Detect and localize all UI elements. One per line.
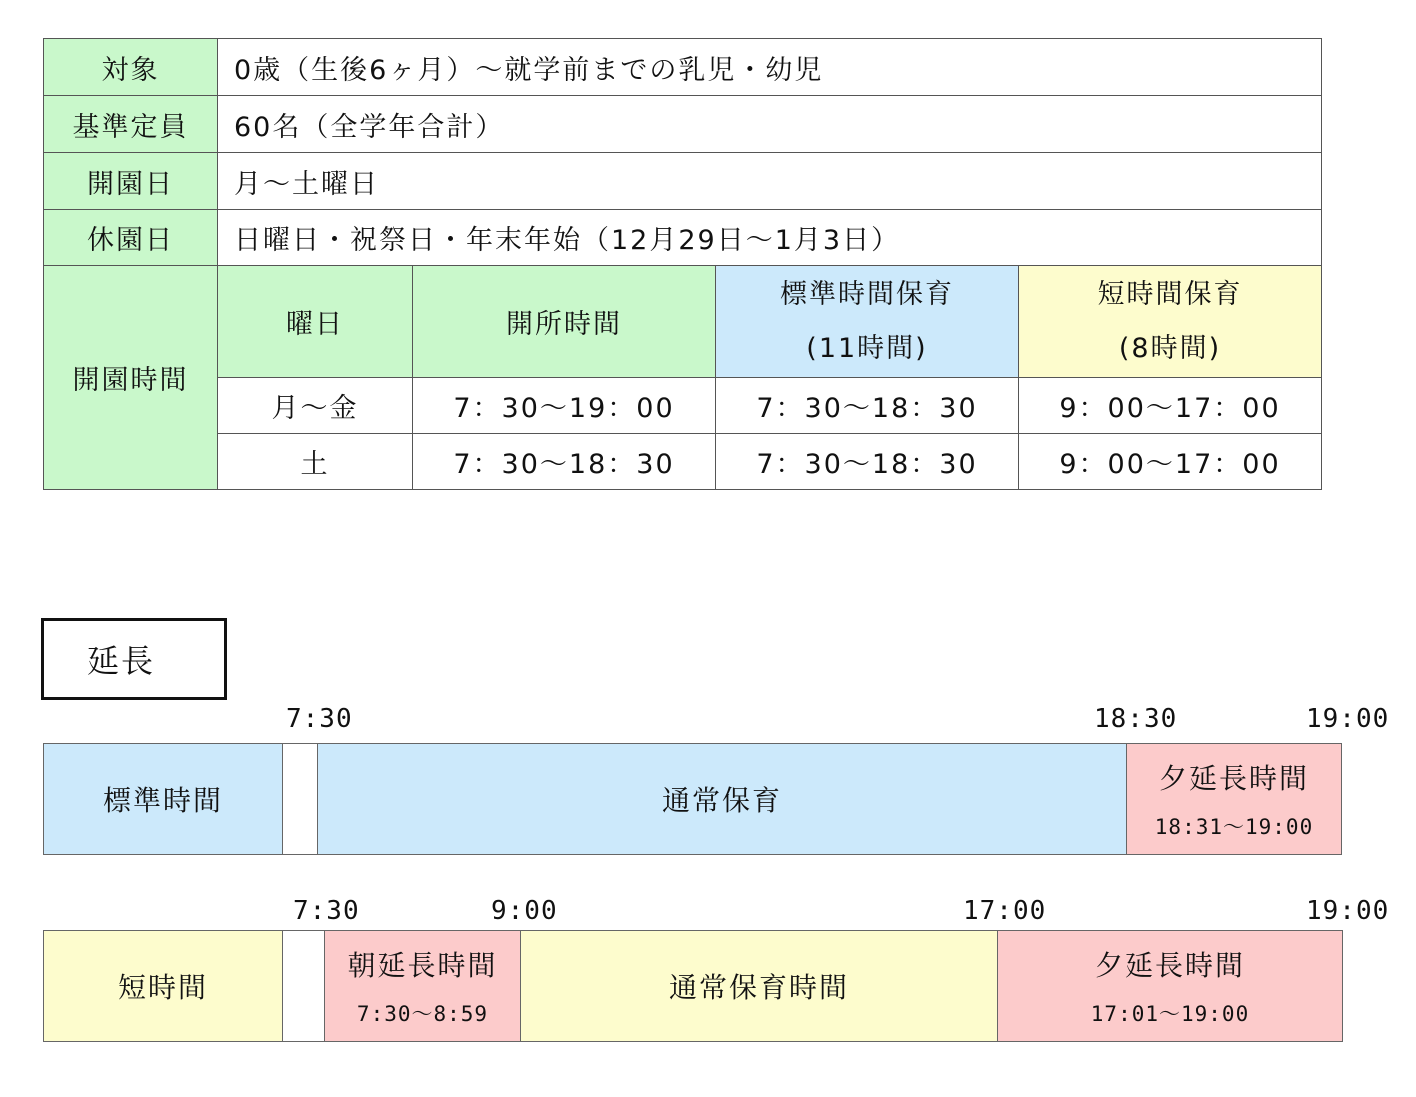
row-label-target: 対象 — [43, 38, 218, 96]
row-label-closed-days: 休園日 — [43, 209, 218, 266]
standard-bar-gap — [282, 743, 318, 855]
short-bar-evening-extension — [997, 930, 1343, 1042]
row-value-open-days: 月～土曜日 — [217, 152, 1322, 210]
header-day: 曜日 — [217, 265, 413, 378]
header-standard-care-line1: 標準時間保育 — [780, 278, 954, 310]
row-label-open-days: 開園日 — [43, 152, 218, 210]
short-morning-title: 朝延長時間 — [347, 949, 498, 982]
hours-row-weekday-day: 月～金 — [217, 377, 413, 434]
standard-time-end-normal: 18:30 — [1094, 704, 1178, 734]
row-value-target: 0歳（生後6ヶ月）～就学前までの乳児・幼児 — [217, 38, 1322, 96]
header-short-care-line2: (8時間) — [1118, 332, 1222, 364]
short-time-normal-end: 17:00 — [963, 896, 1047, 926]
hours-row-saturday-standard: 7：30～18：30 — [715, 433, 1019, 490]
extension-title: 延長 — [41, 618, 227, 700]
short-bar-label: 短時間 — [43, 930, 283, 1042]
hours-row-weekday-standard: 7：30～18：30 — [715, 377, 1019, 434]
short-bar-morning-extension — [324, 930, 521, 1042]
short-evening-time: 17:01～19:00 — [1090, 1002, 1250, 1026]
short-time-normal-start: 9:00 — [491, 896, 558, 926]
short-evening-title: 夕延長時間 — [1094, 949, 1245, 982]
short-morning-time: 7:30～8:59 — [356, 1002, 489, 1026]
standard-bar-evening-extension — [1126, 743, 1342, 855]
header-standard-care-line2: (11時間) — [806, 332, 928, 364]
hours-row-saturday-open: 7：30～18：30 — [412, 433, 716, 490]
short-bar-normal-care: 通常保育時間 — [520, 930, 998, 1042]
hours-row-saturday-day: 土 — [217, 433, 413, 490]
hours-row-saturday-short: 9：00～17：00 — [1018, 433, 1322, 490]
standard-time-close: 19:00 — [1306, 704, 1390, 734]
short-time-start: 7:30 — [293, 896, 360, 926]
header-open-hours: 開所時間 — [412, 265, 716, 378]
standard-bar-label: 標準時間 — [43, 743, 283, 855]
short-time-close: 19:00 — [1306, 896, 1390, 926]
standard-evening-time: 18:31～19:00 — [1154, 815, 1314, 839]
header-short-care — [1018, 265, 1322, 378]
standard-bar-normal-care: 通常保育 — [317, 743, 1127, 855]
header-short-care-line1: 短時間保育 — [1097, 278, 1243, 310]
standard-time-start: 7:30 — [286, 704, 353, 734]
row-label-hours: 開園時間 — [43, 265, 218, 490]
short-bar-gap — [282, 930, 325, 1042]
row-value-capacity: 60名（全学年合計） — [217, 95, 1322, 153]
hours-row-weekday-open: 7：30～19：00 — [412, 377, 716, 434]
header-standard-care — [715, 265, 1019, 378]
hours-row-weekday-short: 9：00～17：00 — [1018, 377, 1322, 434]
row-label-capacity: 基準定員 — [43, 95, 218, 153]
row-value-closed-days: 日曜日・祝祭日・年末年始（12月29日～1月3日） — [217, 209, 1322, 266]
standard-evening-title: 夕延長時間 — [1158, 762, 1309, 795]
